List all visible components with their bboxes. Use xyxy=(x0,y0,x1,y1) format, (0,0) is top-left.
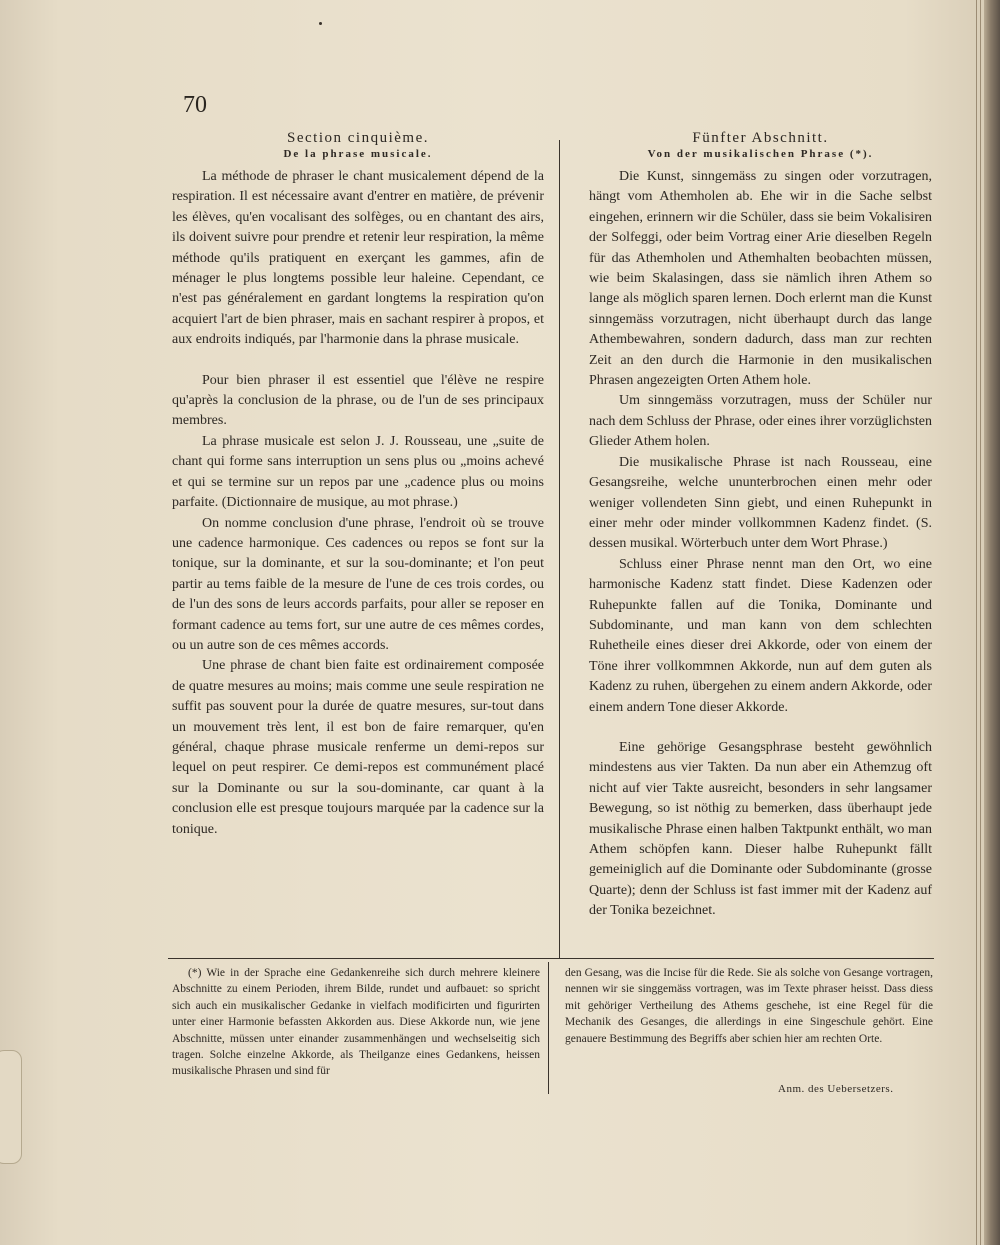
paragraph: Um sinngemäss vorzutragen, muss der Schüler nur nach dem Schluss der Phrase, oder eines ihrer vorzüglichsten Glieder Athem holen. xyxy=(589,393,932,450)
section-subtitle-french: De la phrase musicale. xyxy=(283,148,433,160)
footnote-left: (*) Wie in der Sprache eine Gedankenreihe sich durch mehrere kleinere Abschnitte zu einem Perioden, ihrem Bilde, rundet und aufbauet: so spricht sich auch ein musikalischer Gedanke in vielfach modificirten und figurirten unter einer Harmonie befassten Akkorden aus. Diese Akkorde nun, wie jene Abschnitte, müssen unter einander zusammenhängen und wechselseitig sich tragen. Solche einzelne Akkorde, als Theilganze eines Gedankens, heissen musikalische Phrasen und sind für xyxy=(172,967,540,1078)
paragraph: Die Kunst, sinngemäss zu singen oder vorzutragen, hängt vom Athemholen ab. Ehe wir in die Sache selbst eingehen, erinnern wir die Schüler, dass sie beim Vokalisiren der Solfeggi, oder beim Vortrag einer Arie dieselben Regeln für das Athemholen und Athemhalten beobachten müssen, wie beim Skalasingen, dass sie nämlich ihren Athem so lange als möglich sparen lernen. Doch erlernt man die Kunst sinngemäss vorzutragen, nicht überhaupt durch das lange Athembewahren, sondern dadurch, dass man zur rechten Zeit an den durch die Harmonie in den musikalischen Phrasen angezeigten Orten Athem hole. xyxy=(589,169,932,389)
translator-note-signature: Anm. des Uebersetzers. xyxy=(778,1083,894,1095)
column-divider xyxy=(559,140,560,958)
paragraph: Die musikalische Phrase ist nach Rousseau, eine Gesangsreihe, welche ununterbrochen einen mehr oder weniger vollendeten Sinn giebt, und einen Ruhepunkt in einer mehr oder minder vollkommnen Kadenz findet. (S. dessen musikal. Wörterbuch unter dem Wort Phrase.) xyxy=(589,454,932,552)
footnote-divider xyxy=(548,962,549,1094)
paragraph: On nomme conclusion d'une phrase, l'endroit où se trouve une cadence harmonique. Ces cadences ou repos se font sur la tonique, sur la dominante, et sur la sou-dominante; et l'on peut partir au tems faible de la mesure de l'une de ces trois cordes, ou de l'un des sons de leurs accords parfaits, pour aller se reposer en formant cadence au tems fort, sur une autre de ces mêmes cordes, ou un autre son de ces mêmes accords. xyxy=(172,515,544,653)
edge-line xyxy=(976,0,977,1245)
paragraph: Une phrase de chant bien faite est ordinairement composée de quatre mesures au moins; mais comme une seule respiration ne suffit pas souvent pour la durée de quatre mesures, sur-tout dans un mouvement très lent, il est bon de faire remarquer, qu'en général, chaque phrase musicale renferme un demi-repos sur lequel on peut respirer. Ce demi-repos est communément placé sur la Dominante ou sur la sou-dominante, car quant à la conclusion elle est presque toujours marquée par la cadence sur la tonique. xyxy=(172,658,544,837)
french-column xyxy=(172,130,544,840)
section-title-french: Section cinquième. xyxy=(287,130,429,146)
ink-speck xyxy=(319,22,322,25)
paragraph: La méthode de phraser le chant musicalement dépend de la respiration. Il est nécessaire avant d'entrer en matière, de prévenir les élèves, qu'en vocalisant des solfèges, ou en chantant des airs, ils doivent suivre pour prendre et retenir leur respiration, la même méthode qu'ils pratiquent en exerçant les gammes, afin de ménager le plus longtems possible leur haleine. Cependant, ce n'est pas généralement en gardant longtems la respiration qu'on acquiert l'art de bien phraser, mais en sachant respirer à propos, et aux endroits indiqués, par l'harmonie dans la phrase musicale. xyxy=(172,169,544,348)
paragraph: Pour bien phraser il est essentiel que l'élève ne respire qu'après la conclusion de la phrase, ou de l'un de ses principaux membres. xyxy=(172,372,544,429)
book-edge xyxy=(984,0,1000,1245)
page-tab-marker xyxy=(0,1050,22,1164)
footnote-right: den Gesang, was die Incise für die Rede. Sie als solche von Gesange vortragen, nennen wir sie singgemäss vortragen, was im Texte phraser heisst. Dass diess mit gehöriger Vertheilung des Athems geschehe, ist eine Regel für die Mechanik des Gesanges, die allerdings in eine Singeschule gehört. Eine genauere Bestimmung des Begriffs aber schien hier am rechten Orte. xyxy=(565,967,933,1045)
paragraph: Eine gehörige Gesangsphrase besteht gewöhnlich mindestens aus vier Takten. Da nun aber ein Athemzug oft nicht auf vier Takte ausreicht, besonders in sehr langsamer Bewegung, so ist nöthig zu bemerken, dass überhaupt jede musikalische Phrase einen halben Taktpunkt enthält, wo man Athem schöpfen kann. Dieser halbe Ruhepunkt fällt gemeiniglich auf die Dominante oder Subdominante (grosse Quarte); denn der Schluss ist fast immer mit der Kadenz auf der Tonika bezeichnet. xyxy=(589,739,932,919)
paragraph: La phrase musicale est selon J. J. Rousseau, une „suite de chant qui forme sans interruption un sens plus ou „moins achevé et qui se termine sur un repos par une „cadence plus ou moins parfaite. (Dictionnaire de musique, au mot phrase.) xyxy=(172,433,544,511)
edge-line xyxy=(980,0,981,1245)
footnote-rule xyxy=(168,958,934,959)
section-title-german: Fünfter Abschnitt. xyxy=(692,130,829,146)
paragraph: Schluss einer Phrase nennt man den Ort, wo eine harmonische Kadenz statt findet. Diese Kadenzen oder Ruhepunkte fallen auf die Tonika, Dominante und Subdominante, und man kann von dem schlechten Ruhetheile eines dieser drei Akkorde, oder von einem der Töne ihrer vollkommnen Akkorde, nun auf dem guten als Kadenz zu ruhen, übergehen zu einem andern Akkorde, oder einem andern Tone dieser Akkorde. xyxy=(589,556,932,715)
section-subtitle-german: Von der musikalischen Phrase (*). xyxy=(647,148,874,160)
page-number: 70 xyxy=(183,92,207,118)
german-column xyxy=(589,130,932,922)
